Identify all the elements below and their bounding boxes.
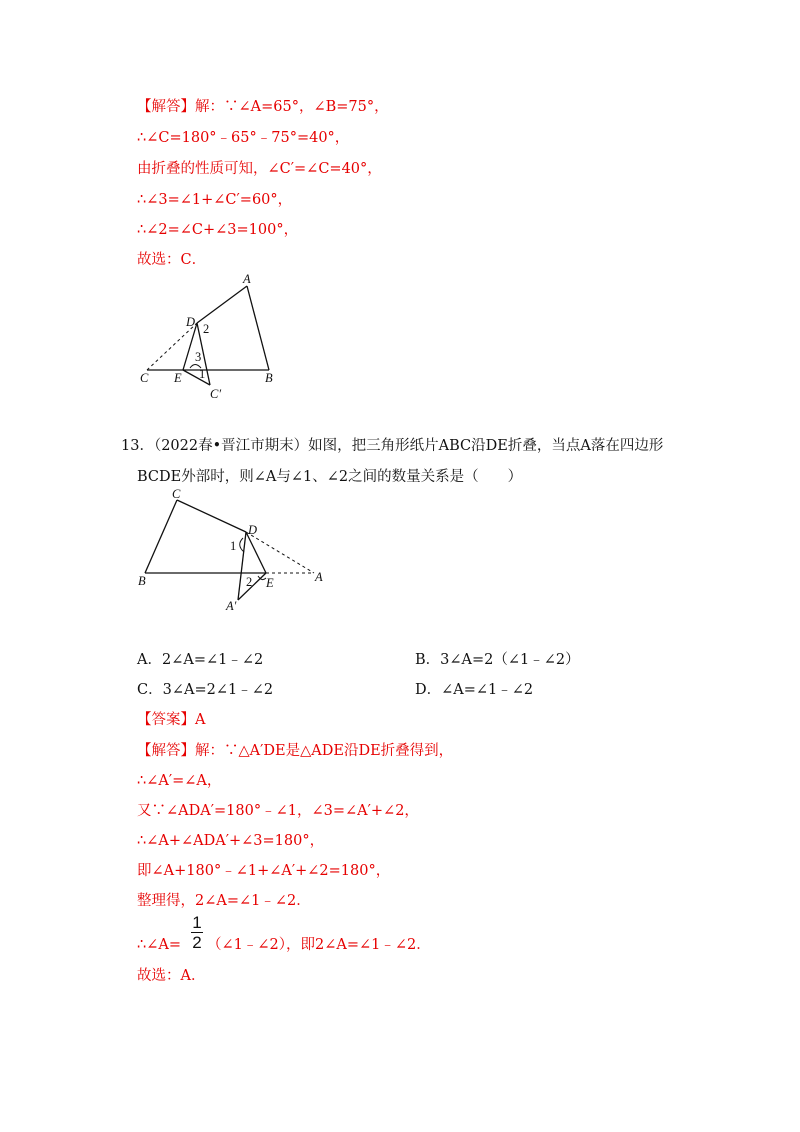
- p12-label-3: 3: [195, 350, 202, 364]
- q13-label-A: A: [315, 570, 323, 584]
- q13-half-prefix: ∴∠A=: [137, 937, 181, 953]
- p12-label-A: A: [243, 272, 251, 286]
- p12-solution-line-5: ∴∠2=∠C+∠3=100°，: [137, 222, 299, 238]
- p12-label-D: D: [186, 315, 196, 329]
- q13-label-C: C: [172, 487, 181, 501]
- q13-solution-line-6: 整理得，2∠A=∠1﹣∠2．: [137, 893, 311, 909]
- q13-stem-line-1: 13．（2022春•晋江市期末）如图，把三角形纸片ABC沿DE折叠，当点A落在四边形: [121, 438, 664, 454]
- p12-label-2: 2: [203, 322, 210, 336]
- q13-label-A-prime: A′: [226, 599, 237, 613]
- q13-stem-line-2: BCDE外部时，则∠A与∠1、∠2之间的数量关系是（ ）: [137, 469, 523, 485]
- p12-label-E: E: [174, 371, 182, 385]
- p12-solution-line-3: 由折叠的性质可知，∠C′=∠C=40°，: [137, 161, 382, 177]
- q13-answer: 【答案】A: [137, 712, 206, 728]
- q13-option-c: C．3∠A=2∠1﹣∠2: [137, 682, 274, 698]
- q13-option-a: A．2∠A=∠1﹣∠2: [137, 652, 264, 668]
- q13-half-suffix: （∠1﹣∠2），即2∠A=∠1﹣∠2．: [207, 937, 431, 953]
- p12-solution-line-6: 故选：C．: [137, 252, 207, 268]
- q13-option-b: B．3∠A=2（∠1﹣∠2）: [415, 652, 580, 668]
- q13-label-E: E: [266, 576, 274, 590]
- q13-option-d: D．∠A=∠1﹣∠2: [415, 682, 534, 698]
- q13-label-2: 2: [246, 575, 253, 589]
- q13-fraction-denominator: 2: [192, 933, 202, 952]
- q13-solution-line-1: 【解答】解：∵△A′DE是△ADE沿DE折叠得到，: [137, 743, 454, 759]
- q13-solution-line-5: 即∠A+180°﹣∠1+∠A′+∠2=180°，: [137, 863, 391, 879]
- p12-label-C-prime: C′: [210, 387, 222, 401]
- p12-label-C: C: [140, 371, 149, 385]
- p12-solution-line-2: ∴∠C=180°﹣65°﹣75°=40°，: [137, 130, 350, 146]
- q13-fraction-numerator: 1: [192, 913, 202, 932]
- q13-label-D: D: [248, 523, 258, 537]
- p12-solution-line-4: ∴∠3=∠1+∠C′=60°，: [137, 192, 293, 208]
- p12-label-1: 1: [199, 367, 206, 381]
- q13-final: 故选：A．: [137, 968, 206, 984]
- q13-label-1: 1: [230, 539, 237, 553]
- q13-solution-line-3: 又∵∠ADA′=180°﹣∠1，∠3=∠A′+∠2，: [137, 803, 419, 819]
- q13-solution-line-4: ∴∠A+∠ADA′+∠3=180°，: [137, 833, 325, 849]
- q13-label-B: B: [138, 574, 146, 588]
- p12-solution-line-1: 【解答】解：∵∠A=65°，∠B=75°，: [137, 99, 389, 115]
- p12-label-B: B: [265, 371, 273, 385]
- q13-solution-line-2: ∴∠A′=∠A，: [137, 773, 222, 789]
